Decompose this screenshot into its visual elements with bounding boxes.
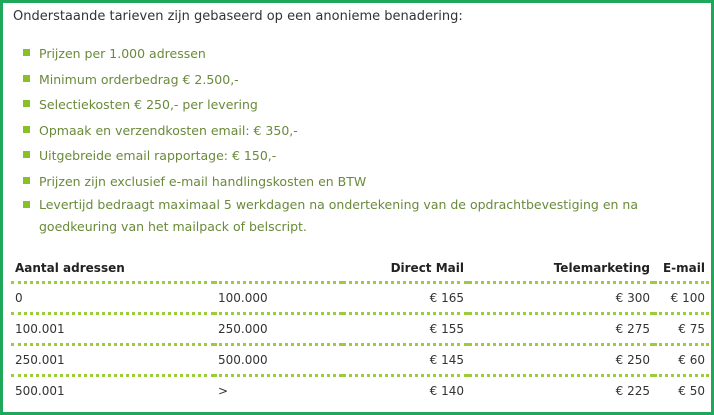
- cell-direct-mail: € 140: [429, 384, 464, 398]
- list-item: Selectiekosten € 250,- per levering: [23, 92, 708, 118]
- list-item: Levertijd bedraagt maximaal 5 werkdagen na ondertekening van de opdrachtbevestiging en na goedkeuring van het mailpack of belscript.: [23, 194, 708, 238]
- cell-from: 250.001: [15, 353, 65, 367]
- cell-to: 100.000: [218, 291, 268, 305]
- header-range-end: [214, 255, 342, 283]
- bullet-square-icon: [23, 75, 30, 82]
- cell-from: 0: [15, 291, 23, 305]
- cell-from: 100.001: [15, 322, 65, 336]
- table-row: [11, 345, 709, 376]
- cell-to: 250.000: [218, 322, 268, 336]
- header-email: E-mail: [662, 261, 705, 275]
- conditions-list: [23, 41, 708, 238]
- price-table: [11, 255, 709, 405]
- header-direct-mail: Direct Mail: [390, 261, 464, 275]
- cell-to: >: [218, 384, 229, 398]
- bullet-square-icon: [23, 151, 30, 158]
- cell-direct-mail: € 145: [429, 353, 464, 367]
- list-item: Opmaak en verzendkosten email: € 350,-: [23, 118, 708, 144]
- cell-email: € 60: [678, 353, 705, 367]
- cell-telemarketing: € 275: [615, 322, 650, 336]
- table-row: [11, 283, 709, 314]
- header-telemarketing: Telemarketing: [553, 261, 650, 275]
- bullet-square-icon: [23, 100, 30, 107]
- list-item: Prijzen zijn exclusief e-mail handlingskosten en BTW: [23, 169, 708, 195]
- table-header-row: [11, 255, 709, 283]
- cell-email: € 50: [678, 384, 705, 398]
- cell-direct-mail: € 165: [429, 291, 464, 305]
- cell-to: 500.000: [218, 353, 268, 367]
- cell-telemarketing: € 300: [615, 291, 650, 305]
- cell-telemarketing: € 225: [615, 384, 650, 398]
- cell-email: € 75: [678, 322, 705, 336]
- bullet-square-icon: [23, 177, 30, 184]
- bullet-square-icon: [23, 49, 30, 56]
- list-item: Prijzen per 1.000 adressen: [23, 41, 708, 67]
- cell-telemarketing: € 250: [615, 353, 650, 367]
- header-aantal-adressen: Aantal adressen: [15, 261, 125, 275]
- cell-email: € 100: [670, 291, 705, 305]
- table-row: [11, 314, 709, 345]
- list-item: Minimum orderbedrag € 2.500,-: [23, 67, 708, 93]
- bullet-square-icon: [23, 201, 30, 208]
- cell-from: 500.001: [15, 384, 65, 398]
- bullet-square-icon: [23, 126, 30, 133]
- list-item: Uitgebreide email rapportage: € 150,-: [23, 143, 708, 169]
- table-row: [11, 376, 709, 406]
- cell-direct-mail: € 155: [429, 322, 464, 336]
- intro-text: Onderstaande tarieven zijn gebaseerd op een anonieme benadering:: [13, 9, 463, 24]
